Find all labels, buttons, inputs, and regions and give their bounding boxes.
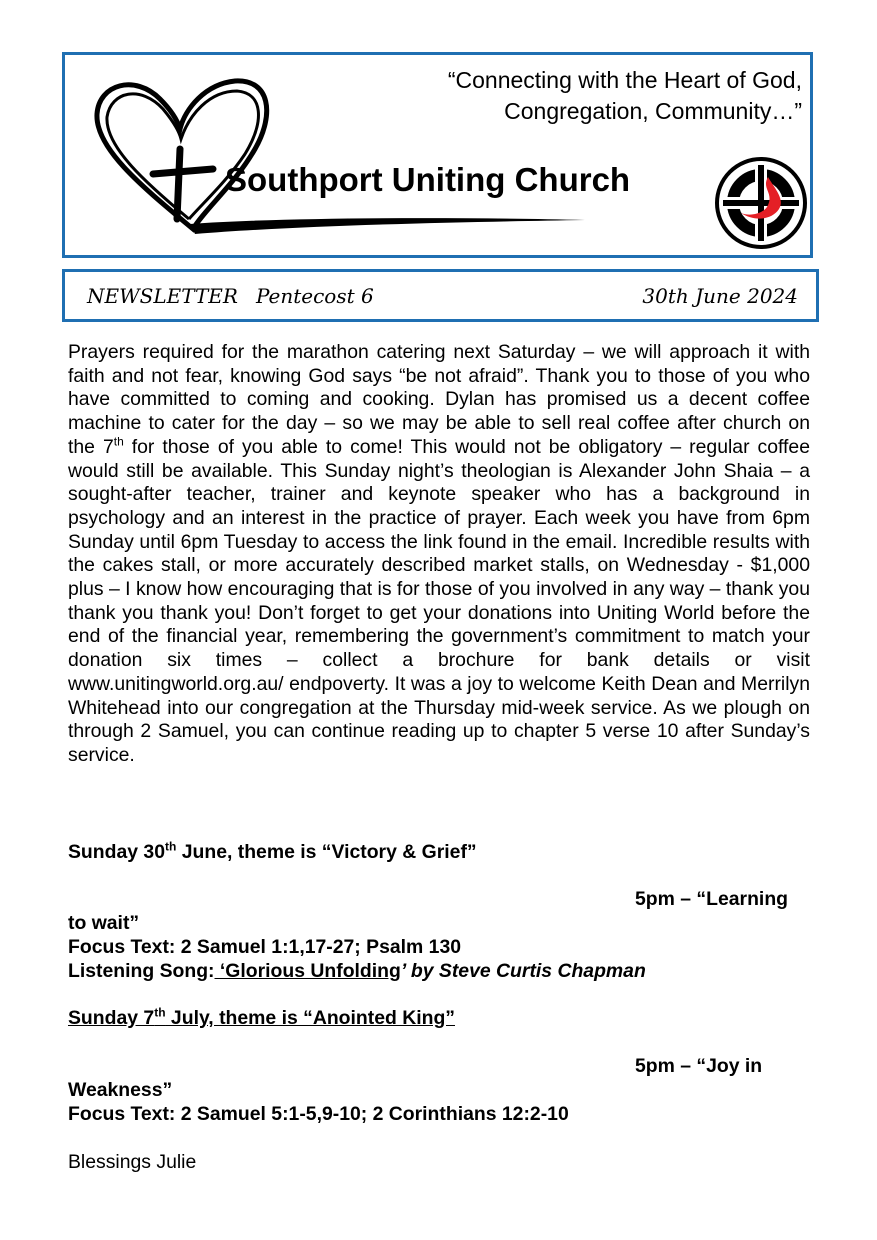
issue-date: 30th June 2024 [642, 284, 798, 308]
signoff: Blessings Julie [68, 1151, 197, 1173]
service-1-listening-song [68, 960, 646, 983]
newsletter-banner [62, 269, 819, 322]
newsletter-label: NEWSLETTER [87, 284, 238, 308]
body-text-part-2: for those of you able to come! This would not be obligatory – regular coffee would still be available. This Sunday night’s theologian is Alexander John Shaia – a sought-after teacher, trainer and keynote speaker who has a background in psychology and an interest in the practice of prayer. Each week you have from 6pm Sunday until 6pm Tuesday to access the link found in the email. Incredible results with the cakes stall, or more accurately described market stalls, on Wednesday - $1,000 plus – I know how encouraging that is for those of you involved in any way – thank you thank you thank you! Don’t forget to get your donations into Uniting World before the end of the financial year, remembering the government’s commitment to match your donation six times – collect a brochure for bank details or visit www.unitingworld.org.au/ endpoverty. It was a joy to welcome Keith Dean and Merrilyn Whitehead into our congregation at the Thursday mid-week service. As we plough on through 2 Samuel, you can continue reading up to chapter 5 verse 10 after Sunday’s service. [68, 435, 810, 766]
song-label: Listening Song: [68, 960, 215, 982]
service-1-time-continued: to wait” [68, 912, 140, 934]
ordinal-suffix: th [113, 434, 124, 449]
service-2-heading: Sunday 7th July, theme is “Anointed King” [68, 1005, 455, 1029]
church-name: Southport Uniting Church [225, 161, 631, 198]
body-text-part-1: Prayers required for the marathon catering next Saturday – we will approach it with faith and not fear, knowing God says “be not afraid”. Thank you to those of you who have committed to coming and cooking. Dylan has promised us a decent coffee machine to cater for the day – so we may be able to sell real coffee after church on the 7 [68, 341, 810, 458]
uniting-church-emblem [713, 155, 809, 251]
service-1-heading: Sunday 30th June, theme is “Victory & Grief” [68, 839, 477, 863]
tagline-line-2: Congregation, Community…” [504, 98, 802, 124]
tagline-line-1: “Connecting with the Heart of God, [447, 67, 802, 93]
service-1-focus-text: Focus Text: 2 Samuel 1:1,17-27; Psalm 130 [68, 936, 462, 958]
song-artist: ’ by Steve Curtis Chapman [400, 960, 646, 982]
service-2-focus-text: Focus Text: 2 Samuel 5:1-5,9-10; 2 Corinthians 12:2-10 [68, 1103, 569, 1125]
service-2-time-continued: Weakness” [68, 1079, 173, 1101]
service-2-time: 5pm – “Joy in [635, 1055, 763, 1077]
liturgical-season: Pentecost 6 [255, 284, 374, 308]
newsletter-body [68, 341, 810, 768]
tagline [448, 65, 802, 127]
masthead [62, 52, 813, 258]
song-title: ‘Glorious Unfolding [214, 960, 401, 982]
service-1-time: 5pm – “Learning [635, 888, 789, 910]
